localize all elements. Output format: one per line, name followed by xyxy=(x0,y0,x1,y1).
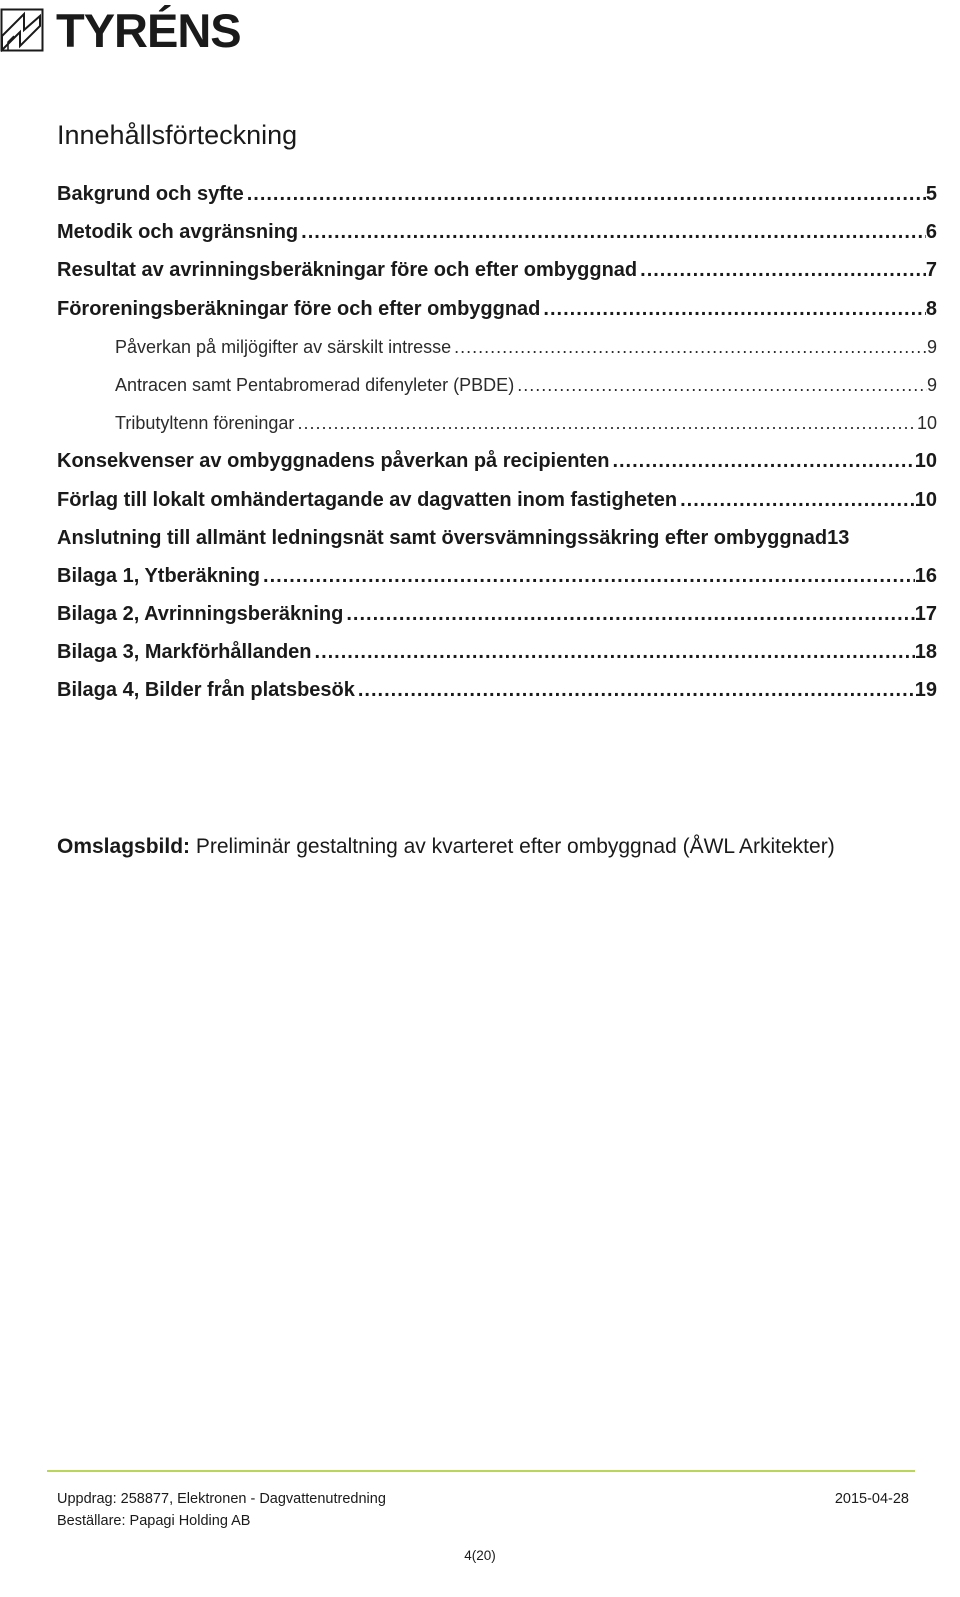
tyrens-logo-mark-icon xyxy=(0,8,44,52)
toc-entry[interactable] xyxy=(57,638,937,676)
logo-wordmark: TYRÉNS xyxy=(56,3,241,57)
footer-divider xyxy=(47,1470,915,1472)
toc-entry-page: 9 xyxy=(926,374,937,395)
toc-entry[interactable] xyxy=(57,562,937,600)
toc-entry[interactable] xyxy=(57,676,937,714)
toc-entry[interactable] xyxy=(57,295,937,333)
toc-entry[interactable] xyxy=(57,371,937,409)
toc-entry-title: Konsekvenser av ombyggnadens påverkan på recipienten xyxy=(57,450,610,473)
toc-entry-page: 16 xyxy=(914,564,937,587)
cover-caption-text: Preliminär gestaltning av kvarteret efter ombyggnad (ÅWL Arkitekter) xyxy=(190,835,835,858)
page-number: 4(20) xyxy=(464,1548,496,1563)
toc-entry-title: Resultat av avrinningsberäkningar före och efter ombyggnad xyxy=(57,259,638,282)
toc-entry-page: 7 xyxy=(925,259,937,282)
toc-entry-page: 17 xyxy=(914,603,937,626)
toc-entry[interactable] xyxy=(57,524,937,562)
toc-entry-title: Bilaga 4, Bilder från platsbesök xyxy=(57,679,355,702)
toc-leader-dots xyxy=(540,295,925,323)
toc-entry-title: Bakgrund och syfte xyxy=(57,183,244,205)
toc-entry-title: Förlag till lokalt omhändertagande av dagvatten inom fastigheten xyxy=(57,488,678,511)
toc-entry[interactable] xyxy=(57,333,937,371)
toc-entry-page: 10 xyxy=(916,413,937,434)
toc-entry-page: 10 xyxy=(914,488,937,511)
footer-date: 2015-04-28 xyxy=(834,1491,909,1507)
toc-entry[interactable] xyxy=(57,218,937,256)
toc-leader-dots xyxy=(451,333,927,361)
toc-entry-title: Antracen samt Pentabromerad difenyleter (PBDE) xyxy=(115,374,515,395)
toc-leader-dots xyxy=(298,218,926,246)
toc-entry[interactable] xyxy=(57,409,937,447)
toc-leader-dots xyxy=(244,180,926,208)
toc-entry-page: 6 xyxy=(925,221,937,244)
toc-entry-page: 19 xyxy=(914,679,937,702)
toc-leader-dots xyxy=(637,256,926,284)
page-footer xyxy=(57,1488,909,1532)
toc-entry-page: 18 xyxy=(914,641,937,664)
toc-entry[interactable] xyxy=(57,256,937,294)
toc-entry-title: Metodik och avgränsning xyxy=(57,221,299,244)
footer-assignment: Uppdrag: 258877, Elektronen - Dagvattenutredning xyxy=(57,1491,386,1507)
toc-leader-dots xyxy=(294,409,917,437)
toc-entry[interactable] xyxy=(57,180,937,218)
toc-entry-page: 10 xyxy=(914,450,937,473)
toc-entry-page: 13 xyxy=(827,526,850,549)
cover-image-caption xyxy=(57,835,835,859)
footer-client: Beställare: Papagi Holding AB xyxy=(57,1513,251,1529)
cover-caption-label: Omslagsbild: xyxy=(57,835,191,858)
toc-entry-page: 9 xyxy=(926,336,937,357)
toc-entry-page: 5 xyxy=(925,183,937,205)
toc-entry-title: Påverkan på miljögifter av särskilt intresse xyxy=(115,336,452,357)
toc-leader-dots xyxy=(609,447,914,475)
company-logo xyxy=(0,3,241,57)
toc-leader-dots xyxy=(260,562,915,590)
toc-entry-title: Tributyltenn föreningar xyxy=(115,413,295,434)
toc-entry-title: Bilaga 2, Avrinningsberäkning xyxy=(57,603,344,626)
toc-leader-dots xyxy=(312,638,915,666)
toc-leader-dots xyxy=(677,486,915,514)
toc-leader-dots xyxy=(514,371,927,399)
toc-entry-title: Anslutning till allmänt ledningsnät samt översvämningssäkring efter ombyggnad xyxy=(57,526,828,549)
toc-entry-page: 8 xyxy=(925,297,937,320)
table-of-contents xyxy=(57,180,937,715)
toc-leader-dots xyxy=(343,600,914,628)
toc-title: Innehållsförteckning xyxy=(57,120,298,150)
toc-leader-dots xyxy=(355,676,915,704)
toc-entry[interactable] xyxy=(57,600,937,638)
toc-entry-title: Bilaga 3, Markförhållanden xyxy=(57,641,312,664)
toc-entry[interactable] xyxy=(57,447,937,485)
toc-entry-title: Bilaga 1, Ytberäkning xyxy=(57,564,261,587)
toc-entry[interactable] xyxy=(57,486,937,524)
toc-entry-title: Föroreningsberäkningar före och efter ombyggnad xyxy=(57,297,541,320)
